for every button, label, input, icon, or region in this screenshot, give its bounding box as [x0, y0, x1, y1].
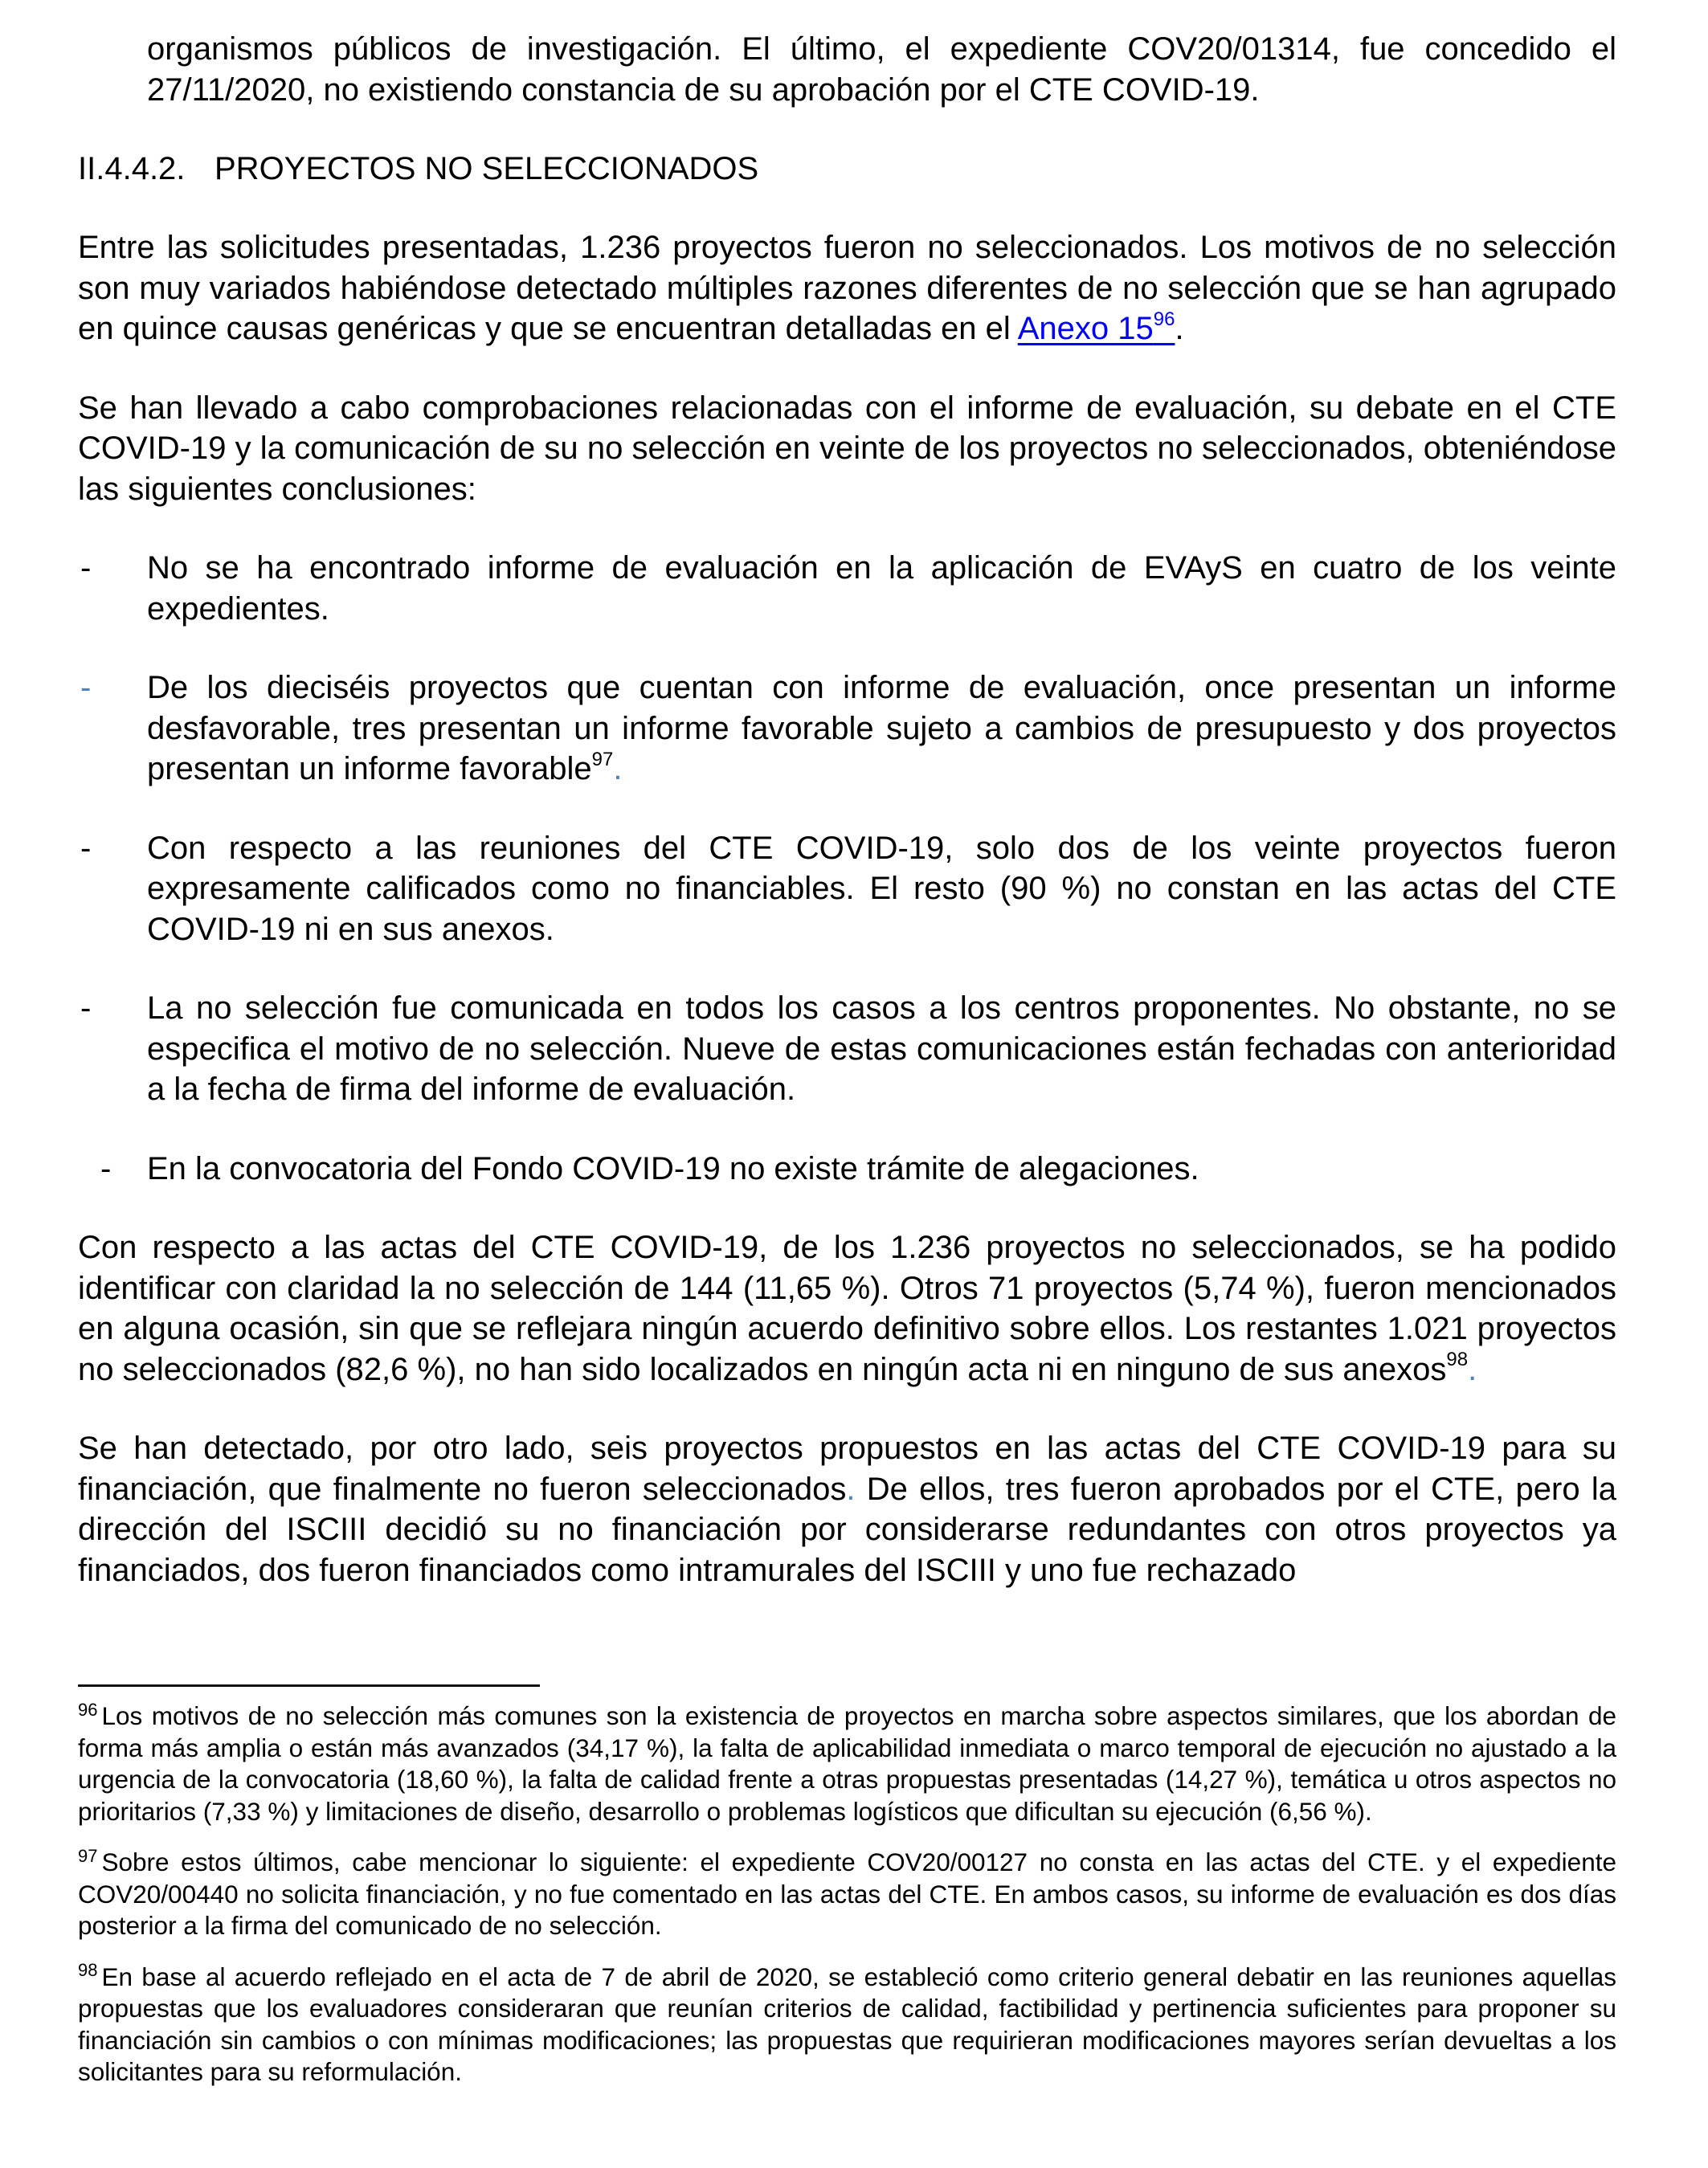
list-item-text: En la convocatoria del Fondo COVID-19 no existe trámite de alegaciones. — [147, 1150, 1199, 1186]
footnotes-section — [78, 1701, 1616, 2108]
paragraph-text: Con respecto a las actas del CTE COVID-19, de los 1.236 proyectos no seleccionados, se ha podido identificar con claridad la no selección de 144 (11,65 %). Otros 71 proyectos (5,74 %), fueron mencionados en alguna ocasión, sin que se reflejara ningún acuerdo definitivo sobre ellos. Los restantes 1.021 proyectos no seleccionados (82,6 %), no han sido localizados en ningún acta ni en ninguno de sus anexos — [78, 1230, 1616, 1387]
paragraph-not-selected-intro — [78, 227, 1616, 349]
list-item — [78, 668, 1616, 790]
list-item — [78, 548, 1616, 629]
annex-link-label: Anexo 15 — [1017, 311, 1154, 346]
paragraph-text: Se han llevado a cabo comprobaciones relacionadas con el informe de evaluación, su debate en el CTE COVID-19 y la comunicación de su no selección en veinte de los proyectos no seleccionados, obteniéndose las siguientes conclusiones: — [78, 390, 1616, 507]
footnote-98 — [78, 1962, 1616, 2088]
conclusions-list — [78, 548, 1616, 1189]
paragraph-dot: . — [846, 1471, 856, 1507]
paragraph-text-continued: De ellos, tres fueron aprobados por el CTE, pero la dirección del ISCIII decidió su no financiación por considerarse redundantes con otros proyectos ya financiados, dos fueron financiados como intramurales del ISCIII y uno fue rechazado — [78, 1471, 1616, 1588]
section-number: II.4.4.2. — [78, 151, 186, 186]
list-item-text: La no selección fue comunicada en todos los casos a los centros proponentes. No obstante, no se especifica el motivo de no selección. Nueve de estas comunicaciones están fechadas con anterioridad a la fecha de firma del informe de evaluación. — [147, 990, 1616, 1107]
paragraph-tail: . — [1175, 311, 1184, 346]
footnote-number: 98 — [78, 1960, 98, 1980]
paragraph-checks — [78, 388, 1616, 510]
paragraph-six-projects — [78, 1428, 1616, 1590]
list-item-tail: . — [613, 751, 623, 786]
paragraph-tail: . — [1468, 1351, 1477, 1387]
list-item-text: Con respecto a las reuniones del CTE COVID-19, solo dos de los veinte proyectos fueron expresamente calificados como no financiables. El resto (90 %) no constan en las actas del CTE COVID-19 ni en sus anexos. — [147, 830, 1616, 947]
footnote-96 — [78, 1701, 1616, 1827]
continuation-text: organismos públicos de investigación. El último, el expediente COV20/01314, fue concedido el 27/11/2020, no existiendo constancia de su aprobación por el CTE COVID-19. — [147, 31, 1616, 108]
paragraph-minutes-analysis — [78, 1227, 1616, 1390]
dash-bullet-icon: - — [80, 990, 92, 1026]
list-item — [78, 828, 1616, 950]
list-item-text: De los dieciséis proyectos que cuentan con informe de evaluación, once presentan un informe desfavorable, tres presentan un informe favorable sujeto a cambios de presupuesto y dos proyectos presentan un informe favorable — [147, 670, 1616, 786]
footnote-separator — [78, 1684, 540, 1687]
footnote-ref-98[interactable]: 98 — [1446, 1349, 1469, 1371]
continuation-paragraph — [78, 29, 1616, 110]
footnote-ref-97[interactable]: 97 — [591, 748, 614, 770]
paragraph-text: Entre las solicitudes presentadas, 1.236 proyectos fueron no seleccionados. Los motivos de no selección son muy variados habiéndose detectado múltiples razones diferentes de no selección que se han agrupado en quince causas genéricas y que se encuentran detalladas en el — [78, 230, 1616, 346]
footnote-ref-96[interactable]: 96 — [1153, 308, 1175, 330]
annex-15-link[interactable] — [1017, 308, 1175, 346]
dash-bullet-icon: - — [80, 670, 92, 705]
list-item — [78, 1149, 1616, 1190]
document-page — [78, 29, 1616, 1590]
footnote-text: Los motivos de no selección más comunes son la existencia de proyectos en marcha sobre aspectos similares, que los abordan de forma más amplia o están más avanzados (34,17 %), la falta de aplicabilidad inmediata o marco temporal de ejecución no ajustado a la urgencia de la convocatoria (18,60 %), la falta de calidad frente a otras propuestas presentadas (14,27 %), temática u otros aspectos no prioritarios (7,33 %) y limitaciones de diseño, desarrollo o problemas logísticos que dificultan su ejecución (6,56 %). — [78, 1701, 1616, 1826]
section-heading — [78, 149, 1616, 189]
dash-bullet-icon: - — [100, 1150, 112, 1186]
footnote-number: 96 — [78, 1699, 98, 1720]
list-item — [78, 988, 1616, 1110]
section-title: PROYECTOS NO SELECCIONADOS — [215, 151, 759, 186]
footnote-97 — [78, 1847, 1616, 1942]
footnote-text: Sobre estos últimos, cabe mencionar lo siguiente: el expediente COV20/00127 no consta en las actas del CTE. y el expediente COV20/00440 no solicita financiación, y no fue comentado en las actas del CTE. En ambos casos, su informe de evaluación es dos días posterior a la firma del comunicado de no selección. — [78, 1847, 1616, 1940]
dash-bullet-icon: - — [80, 830, 92, 866]
paragraph-text: Se han detectado, por otro lado, seis proyectos propuestos en las actas del CTE COVID-19 para su financiación, que finalmente no fueron seleccionados — [78, 1431, 1616, 1507]
dash-bullet-icon: - — [80, 550, 92, 586]
footnote-number: 97 — [78, 1845, 98, 1866]
footnote-text: En base al acuerdo reflejado en el acta de 7 de abril de 2020, se estableció como criterio general debatir en las reuniones aquellas propuestas que los evaluadores consideraran que reunían criterios de calidad, factibilidad y pertinencia suficientes para proponer su financiación sin cambios o con mínimas modificaciones; las propuestas que requirieran modificaciones mayores serían devueltas a los solicitantes para su reformulación. — [78, 1962, 1616, 2086]
list-item-text: No se ha encontrado informe de evaluación en la aplicación de EVAyS en cuatro de los veinte expedientes. — [147, 550, 1616, 627]
